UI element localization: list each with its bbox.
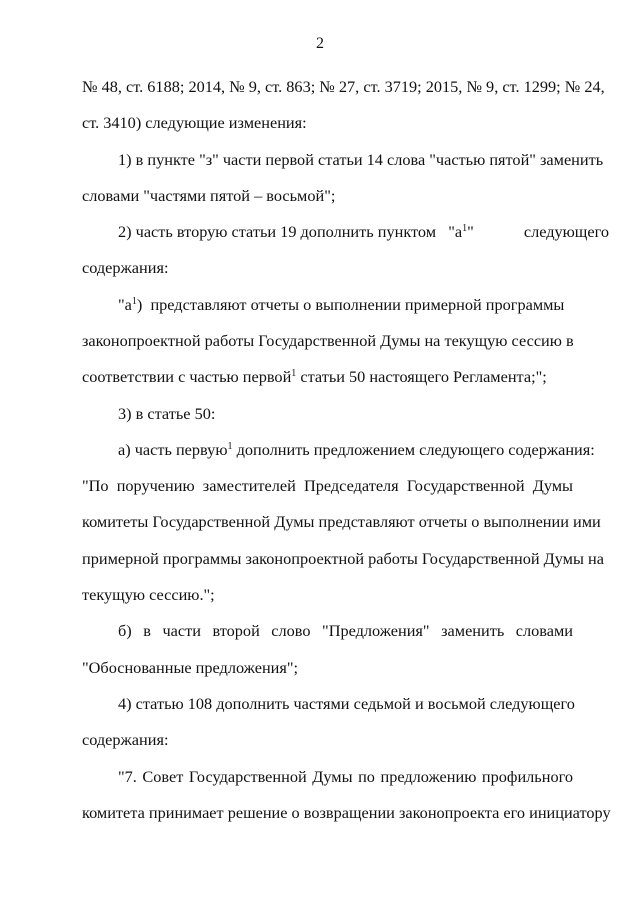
text-line-2: ст. 3410) следующие изменения: bbox=[82, 113, 307, 132]
part-first-superscript: 1 bbox=[291, 368, 297, 379]
quote-a1-superscript: 1 bbox=[131, 296, 137, 307]
text-line-21: комитета принимает решение о возвращении законопроекта его инициатору bbox=[82, 803, 611, 822]
point-a1-ref bbox=[448, 222, 474, 241]
part-first-superscript-2: 1 bbox=[227, 441, 233, 452]
text-line-13: комитеты Государственной Думы представляют отчеты о выполнении ими bbox=[82, 512, 601, 531]
text-line-5-main: 2) часть вторую статьи 19 дополнить пунктом bbox=[118, 222, 437, 241]
text-line-11-end: дополнить предложением следующего содержания: bbox=[236, 440, 595, 459]
text-line-9-start: соответствии с частью первой bbox=[82, 367, 292, 386]
text-line-9 bbox=[82, 367, 547, 387]
text-line-15: текущую сессию."; bbox=[82, 585, 215, 604]
quote-a1-ref bbox=[118, 295, 142, 314]
text-line-5-end: следующего bbox=[523, 222, 609, 241]
point-a1-close: " bbox=[467, 222, 474, 241]
text-line-14: примерной программы законопроектной работы Государственной Думы на bbox=[82, 549, 604, 568]
text-line-11 bbox=[118, 440, 595, 460]
text-line-9-end: статьи 50 настоящего Регламента;"; bbox=[300, 367, 547, 386]
text-line-16: б) в части второй слово "Предложения" заменить словами bbox=[118, 621, 573, 640]
text-line-7 bbox=[118, 295, 573, 315]
text-line-17: "Обоснованные предложения"; bbox=[82, 658, 299, 677]
point-a1-superscript: 1 bbox=[462, 223, 468, 234]
text-line-11-start: а) часть первую bbox=[118, 440, 228, 459]
text-line-5 bbox=[118, 222, 609, 242]
point-a1-open: "а bbox=[448, 222, 463, 241]
text-line-19: содержания: bbox=[82, 730, 169, 749]
text-line-1: № 48, ст. 6188; 2014, № 9, ст. 863; № 27, ст. 3719; 2015, № 9, ст. 1299; № 24, bbox=[82, 77, 605, 96]
text-line-3: 1) в пункте "з" части первой статьи 14 слова "частью пятой" заменить bbox=[118, 150, 604, 169]
text-line-7-main: представляют отчеты о выполнении примерной программы bbox=[150, 295, 565, 314]
quote-a1-close: ) bbox=[136, 295, 143, 314]
text-line-20: "7. Совет Государственной Думы по предложению профильного bbox=[118, 767, 573, 786]
quote-a1-open: "а bbox=[118, 295, 132, 314]
text-line-6: содержания: bbox=[82, 258, 169, 277]
text-line-18: 4) статью 108 дополнить частями седьмой и восьмой следующего bbox=[118, 694, 575, 713]
text-line-12: "По поручению заместителей Председателя Государственной Думы bbox=[82, 476, 573, 495]
text-line-4: словами "частями пятой – восьмой"; bbox=[82, 186, 336, 205]
text-line-8: законопроектной работы Государственной Думы на текущую сессию в bbox=[82, 331, 574, 350]
text-line-10: 3) в статье 50: bbox=[118, 404, 216, 423]
page-number: 2 bbox=[316, 35, 324, 52]
